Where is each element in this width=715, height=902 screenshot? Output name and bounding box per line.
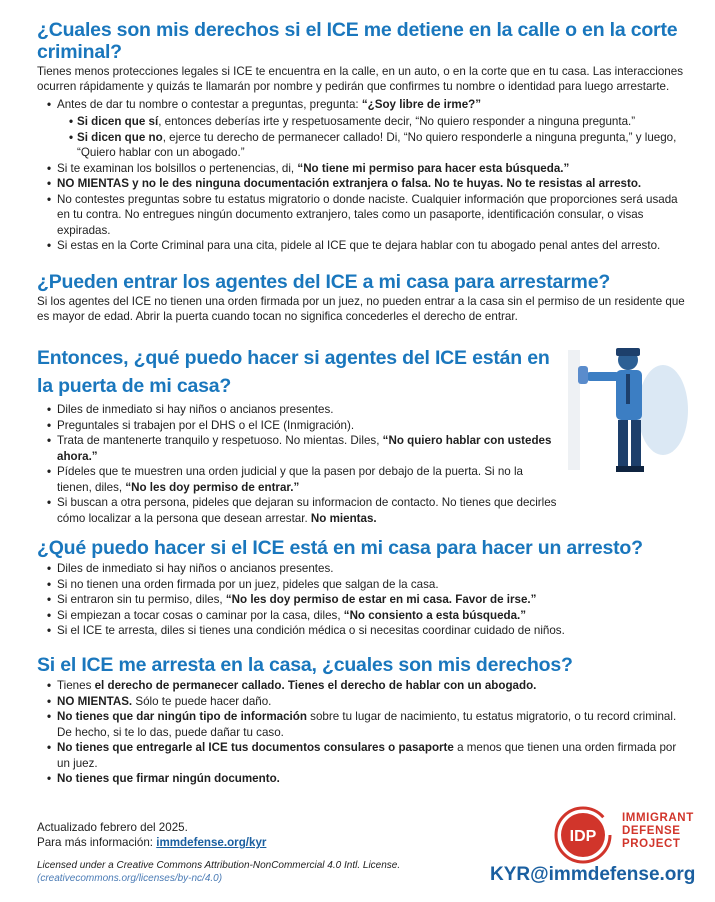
list-item: • Antes de dar tu nombre o contestar a preguntas, pregunta: “¿Soy libre de irme?”	[37, 97, 687, 113]
list-item: • Pídeles que te muestren una orden judicial y que la pasen por debajo de la puerta. Si no la tienen, diles, “No les doy permiso de entrar.”	[37, 464, 557, 495]
section-heading: Si el ICE me arresta en la casa, ¿cuales son mis derechos?	[37, 654, 573, 676]
section-intro: Tienes menos protecciones legales si ICE te encuentra en la calle, en un auto, o en la corte que en tu casa. Las interacciones ocurren rápidamente y quizás te llamarán por nombre y pedirán que confirmes tu nombre o identidad para luego arrestarte.	[37, 65, 683, 94]
section-arrest-at-home	[37, 537, 687, 639]
license-url: (creativecommons.org/licenses/by-nc/4.0)	[37, 872, 223, 884]
section-home-entry	[37, 271, 687, 325]
bullet-list	[37, 97, 687, 113]
list-item: • NO MIENTAS. Sólo te puede hacer daño.	[37, 694, 687, 710]
list-item: • Si el ICE te arresta, diles si tienes una condición médica o si necesitas coordinar cuidado de niños.	[37, 623, 687, 639]
bullet-list	[37, 161, 687, 254]
list-item: • Si buscan a otra persona, pideles que dejaran su informacion de contacto. No tienes que decirles cómo localizar a la persona que desean arrestar. No mientas.	[37, 495, 557, 526]
section-heading: ¿Cuales son mis derechos si el ICE me detiene en la calle o en la corte criminal?	[37, 19, 678, 63]
list-item: • No tienes que dar ningún tipo de información sobre tu lugar de nacimiento, tu estatus migratorio, o tu record criminal. De hecho, si te lo das, puede dañar tu caso.	[37, 709, 687, 740]
license-text: Licensed under a Creative Commons Attribution-NonCommercial 4.0 Intl. License.	[37, 860, 401, 871]
list-item: • Si te examinan los bolsillos o pertenencias, di, “No tiene mi permiso para hacer esta búsqueda.”	[37, 161, 687, 177]
bullet-list	[37, 402, 557, 526]
list-item: • Si estas en la Corte Criminal para una cita, pidele al ICE que te dejara hablar con tu abogado penal antes del arresto.	[37, 238, 687, 254]
contact-email[interactable]: KYR@immdefense.org	[490, 864, 696, 885]
license-note	[37, 860, 400, 885]
list-item: • NO MIENTAS y no le des ninguna documentación extranjera o falsa. No te huyas. No te resistas al arresto.	[37, 176, 687, 192]
list-item: • No tienes que entregarle al ICE tus documentos consulares o pasaporte a menos que tienen una orden firmada por un juez.	[37, 740, 687, 771]
list-item: • Tienes el derecho de permanecer callado. Tienes el derecho de hablar con un abogado.	[37, 678, 687, 694]
updated-date: Actualizado febrero del 2025.	[37, 821, 188, 834]
kyr-link[interactable]: immdefense.org/kyr	[156, 836, 267, 849]
more-info-line: Para más información: immdefense.org/kyr	[37, 836, 267, 849]
section-at-door	[37, 344, 557, 526]
section-heading: ¿Qué puedo hacer si el ICE está en mi casa para hacer un arresto?	[37, 537, 643, 559]
list-item: • Trata de mantenerte tranquilo y respetuoso. No mientas. Diles, “No quiero hablar con ustedes ahora.”	[37, 433, 557, 464]
section-street-court	[37, 19, 687, 254]
list-item: • Diles de inmediato si hay niños o ancianos presentes.	[37, 561, 687, 577]
list-item: • No contestes preguntas sobre tu estatus migratorio o donde naciste. Cualquier información que proporciones será usada en tu contra. No entregues ningún documento extranjero, tales como un pasaporte, identificación consular, o visas expiradas.	[37, 192, 687, 239]
list-item: • Si entraron sin tu permiso, diles, “No les doy permiso de estar en mi casa. Favor de irse.”	[37, 592, 687, 608]
officer-illustration	[568, 340, 688, 480]
footer-info	[37, 820, 266, 850]
list-item: • Diles de inmediato si hay niños o ancianos presentes.	[37, 402, 557, 418]
section-rights-when-arrested	[37, 654, 687, 787]
logo-wordmark: IMMIGRANT DEFENSE PROJECT	[622, 812, 694, 850]
section-heading: Entonces, ¿qué puedo hacer si agentes del ICE están en la puerta de mi casa?	[37, 347, 550, 397]
logo-initials: IDP	[569, 828, 597, 845]
list-item: • Preguntales si trabajen por el DHS o el ICE (Inmigración).	[37, 418, 557, 434]
list-item: • Si dicen que no, ejerce tu derecho de permanecer callado! Di, “No quiero responderle a ninguna pregunta,” y luego, “Quiero hablar con un abogado.”	[37, 130, 687, 161]
sub-bullet-list	[37, 114, 687, 161]
section-intro: Si los agentes del ICE no tienen una orden firmada por un juez, no pueden entrar a la casa sin el permiso de un residente que es mayor de edad. Abrir la puerta cuando tocan no significa concederles el derecho de entrar.	[37, 295, 685, 324]
list-item: • Si empiezan a tocar cosas o caminar por la casa, diles, “No consiento a esta búsqueda.”	[37, 608, 687, 624]
bullet-list	[37, 561, 687, 639]
section-heading: ¿Pueden entrar los agentes del ICE a mi casa para arrestarme?	[37, 271, 611, 293]
bullet-list	[37, 678, 687, 787]
list-item: • Si no tienen una orden firmada por un juez, pideles que salgan de la casa.	[37, 577, 687, 593]
list-item: • Si dicen que sí, entonces deberías irte y respetuosamente decir, “No quiero responder a ninguna pregunta.”	[37, 114, 687, 130]
list-item: • No tienes que firmar ningún documento.	[37, 771, 687, 787]
